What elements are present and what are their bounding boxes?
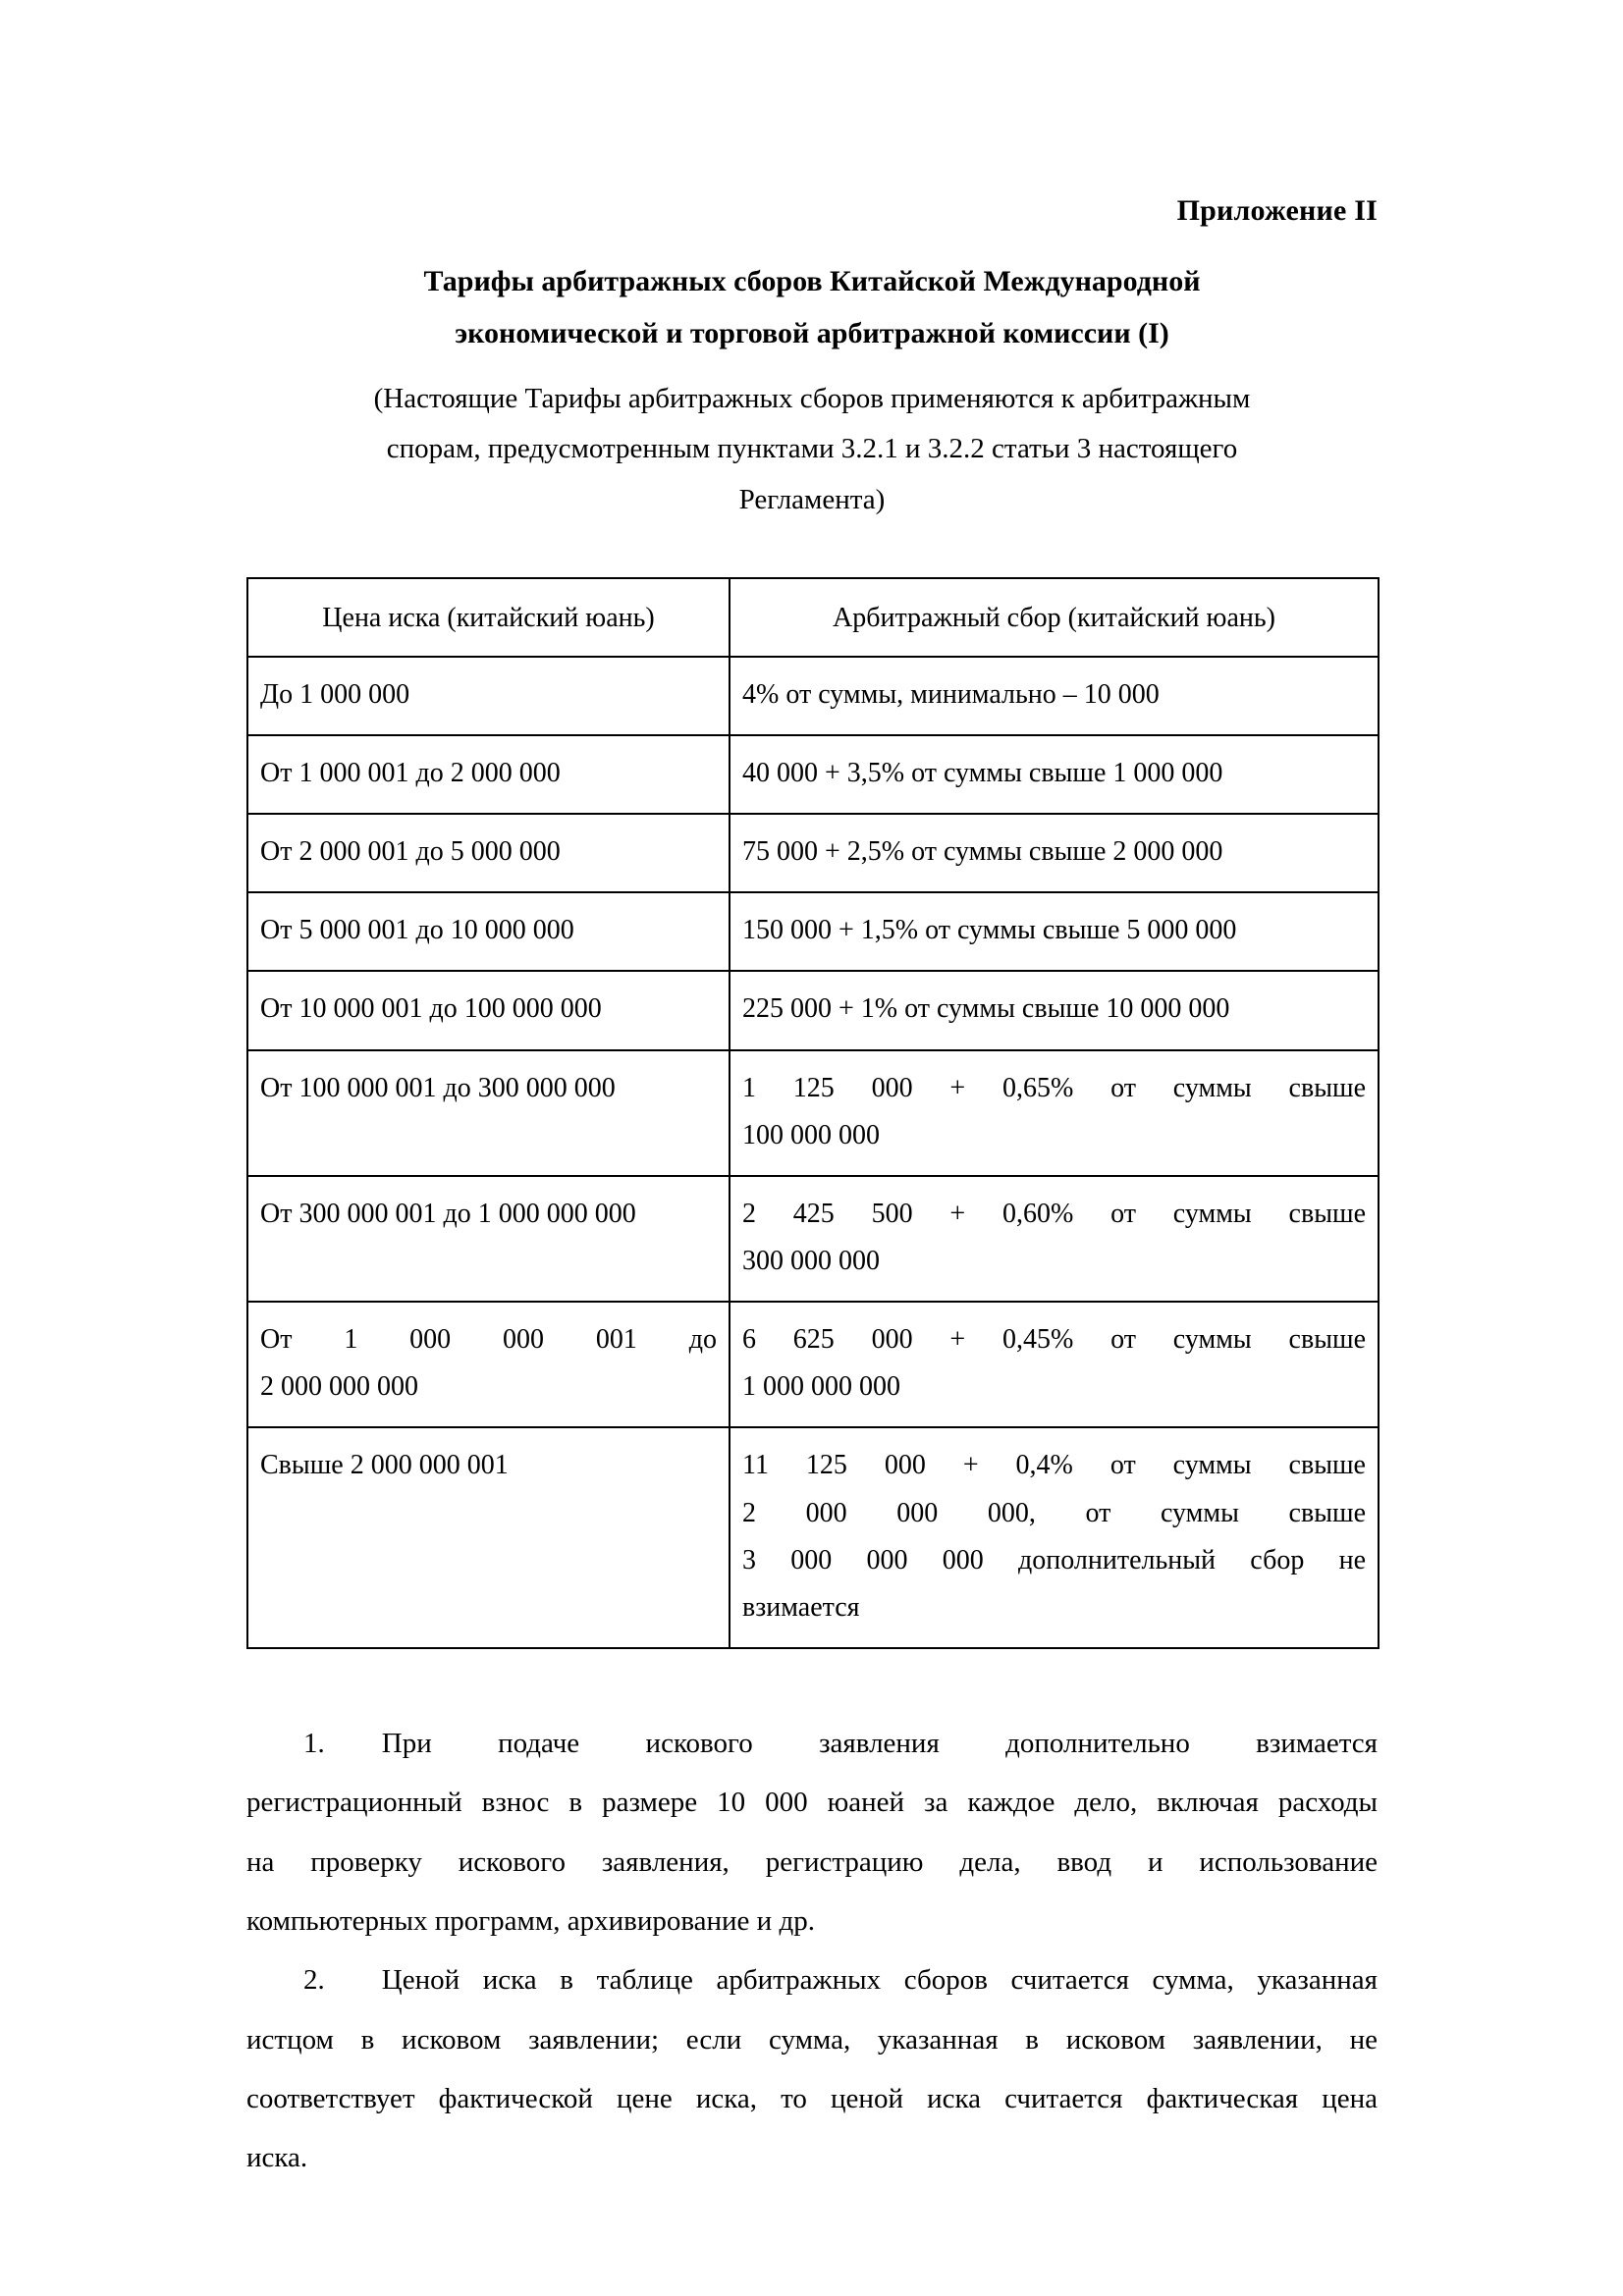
note-line: соответствует фактической цене иска, то ценой иска считается фактическая цена [246, 2082, 1378, 2114]
note-line: иска. [246, 2142, 308, 2174]
fee-table-rows [247, 657, 1379, 1648]
cell-arbitration-fee-line: 1 125 000 + 0,65% от суммы свыше [742, 1072, 1366, 1103]
document-title-line-1: Тарифы арбитражных сборов Китайской Международной [423, 265, 1201, 297]
table-row [247, 892, 1379, 971]
cell-arbitration-fee-line: 225 000 + 1% от суммы свыше 10 000 000 [742, 993, 1230, 1025]
cell-arbitration-fee-line: взимается [742, 1591, 860, 1623]
cell-arbitration-fee [730, 1176, 1379, 1302]
cell-claim-amount-line: От 10 000 001 до 100 000 000 [260, 993, 602, 1025]
table-row [247, 1427, 1379, 1648]
notes-section [246, 1714, 1378, 2188]
cell-claim-amount [247, 735, 730, 814]
document-content [246, 0, 1378, 2188]
note-number: 2. [303, 1964, 325, 1997]
cell-arbitration-fee-line: 6 625 000 + 0,45% от суммы свыше [742, 1324, 1366, 1356]
cell-claim-amount [247, 971, 730, 1049]
note-line [246, 1950, 1378, 2009]
note-line [246, 1714, 1378, 1773]
cell-claim-amount-line: От 1 000 000 001 до [260, 1324, 717, 1356]
cell-arbitration-fee-line: 2 000 000 000, от суммы свыше [742, 1497, 1366, 1528]
cell-arbitration-fee [730, 1302, 1379, 1427]
cell-arbitration-fee-line: 4% от суммы, минимально – 10 000 [742, 678, 1160, 710]
cell-arbitration-fee-line: 1 000 000 000 [742, 1371, 900, 1403]
appendix-label: Приложение II [1176, 194, 1378, 227]
table-row [247, 971, 1379, 1049]
cell-claim-amount [247, 1302, 730, 1427]
table-row [247, 1176, 1379, 1302]
cell-arbitration-fee [730, 1427, 1379, 1648]
document-subtitle [246, 374, 1378, 526]
cell-arbitration-fee-line: 2 425 500 + 0,60% от суммы свыше [742, 1198, 1366, 1229]
fee-table-body [247, 578, 1379, 657]
cell-arbitration-fee [730, 1050, 1379, 1176]
note-line: компьютерных программ, архивирование и др. [246, 1905, 815, 1938]
note-first-line-text: Ценой иска в таблице арбитражных сборов считается сумма, указанная [381, 1964, 1378, 1997]
cell-claim-amount [247, 814, 730, 892]
note-line: регистрационный взнос в размере 10 000 юаней за каждое дело, включая расходы [246, 1787, 1378, 1819]
cell-arbitration-fee-line: 75 000 + 2,5% от суммы свыше 2 000 000 [742, 836, 1223, 868]
document-title [246, 255, 1378, 360]
table-row [247, 1050, 1379, 1176]
cell-claim-amount-line: От 1 000 001 до 2 000 000 [260, 757, 561, 788]
cell-claim-amount [247, 892, 730, 971]
cell-arbitration-fee-line: 150 000 + 1,5% от суммы свыше 5 000 000 [742, 915, 1237, 946]
table-row [247, 657, 1379, 735]
document-title-line-2: экономической и торговой арбитражной комиссии (I) [455, 317, 1169, 350]
table-row [247, 814, 1379, 892]
note-line: на проверку искового заявления, регистрацию дела, ввод и использование [246, 1845, 1378, 1878]
cell-arbitration-fee [730, 892, 1379, 971]
table-row [247, 1302, 1379, 1427]
cell-arbitration-fee [730, 657, 1379, 735]
cell-claim-amount-line: От 100 000 001 до 300 000 000 [260, 1072, 616, 1103]
document-subtitle-line-3: Регламента) [738, 484, 886, 515]
cell-claim-amount [247, 1050, 730, 1176]
cell-arbitration-fee [730, 814, 1379, 892]
document-subtitle-line-2: спорам, предусмотренным пунктами 3.2.1 и 3.2.2 статьи 3 настоящего [386, 433, 1238, 465]
cell-claim-amount-line: 2 000 000 000 [260, 1371, 418, 1403]
document-subtitle-line-1: (Настоящие Тарифы арбитражных сборов применяются к арбитражным [373, 382, 1251, 414]
table-row [247, 735, 1379, 814]
cell-arbitration-fee-line: 11 125 000 + 0,4% от суммы свыше [742, 1450, 1366, 1481]
cell-claim-amount-line: От 2 000 001 до 5 000 000 [260, 836, 561, 868]
arbitration-fee-table [246, 577, 1380, 1650]
note-paragraph [246, 1714, 1378, 1950]
cell-claim-amount [247, 1176, 730, 1302]
cell-arbitration-fee [730, 971, 1379, 1049]
note-first-line-text: При подаче искового заявления дополнительно взимается [381, 1728, 1378, 1760]
cell-arbitration-fee-line: 40 000 + 3,5% от суммы свыше 1 000 000 [742, 757, 1223, 788]
cell-claim-amount [247, 657, 730, 735]
note-line: истцом в исковом заявлении; если сумма, указанная в исковом заявлении, не [246, 2023, 1378, 2056]
column-header-arbitration-fee: Арбитражный сбор (китайский юань) [730, 578, 1379, 657]
cell-claim-amount-line: От 5 000 001 до 10 000 000 [260, 915, 574, 946]
cell-arbitration-fee-line: 300 000 000 [742, 1246, 880, 1277]
cell-arbitration-fee-line: 100 000 000 [742, 1119, 880, 1150]
column-header-claim-amount: Цена иска (китайский юань) [247, 578, 730, 657]
note-paragraph [246, 1950, 1378, 2187]
cell-arbitration-fee [730, 735, 1379, 814]
cell-arbitration-fee-line: 3 000 000 000 дополнительный сбор не [742, 1544, 1366, 1575]
table-header-row [247, 578, 1379, 657]
cell-claim-amount-line: От 300 000 001 до 1 000 000 000 [260, 1198, 636, 1229]
cell-claim-amount [247, 1427, 730, 1648]
cell-claim-amount-line: До 1 000 000 [260, 678, 410, 710]
note-number: 1. [303, 1728, 325, 1760]
cell-claim-amount-line: Свыше 2 000 000 001 [260, 1450, 509, 1481]
